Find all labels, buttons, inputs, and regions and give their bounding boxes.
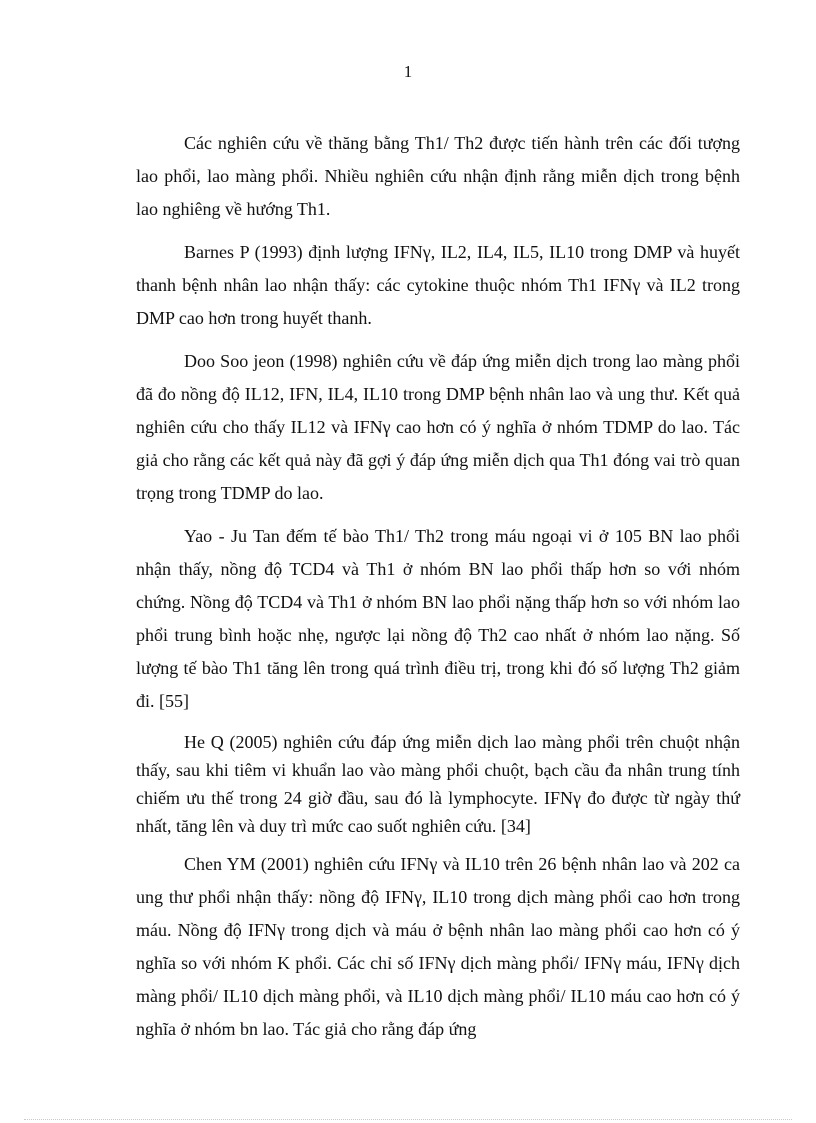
page-bottom-divider — [24, 1119, 792, 1120]
paragraph-th1-th2-balance: Các nghiên cứu về thăng bằng Th1/ Th2 được tiến hành trên các đối tượng lao phổi, lao màng phổi. Nhiều nghiên cứu nhận định rằng miễn dịch trong bệnh lao nghiêng về hướng Th1. — [136, 133, 740, 219]
paragraph-yao-ju-tan: Yao - Ju Tan đếm tế bào Th1/ Th2 trong máu ngoại vi ở 105 BN lao phổi nhận thấy, nồng độ TCD4 và Th1 ở nhóm BN lao phổi thấp hơn so với nhóm chứng. Nồng độ TCD4 và Th1 ở nhóm BN lao phổi nặng thấp hơn so với nhóm lao phổi trung bình hoặc nhẹ, ngược lại nồng độ Th2 cao nhất ở nhóm lao nặng. Số lượng tế bào Th1 tăng lên trong quá trình điều trị, trong khi đó số lượng Th2 giảm đi. [55] — [136, 526, 740, 711]
paragraph-he-q: He Q (2005) nghiên cứu đáp ứng miễn dịch lao màng phổi trên chuột nhận thấy, sau khi tiêm vi khuẩn lao vào màng phổi chuột, bạch cầu đa nhân trung tính chiếm ưu thế trong 24 giờ đầu, sau đó là lymphocyte. IFNγ đo được từ ngày thứ nhất, tăng lên và duy trì mức cao suốt nghiên cứu. [34] — [136, 732, 740, 836]
document-body — [136, 127, 740, 1056]
paragraph-chen-ym: Chen YM (2001) nghiên cứu IFNγ và IL10 trên 26 bệnh nhân lao và 202 ca ung thư phổi nhận thấy: nồng độ IFNγ, IL10 trong dịch màng phổi cao hơn trong máu. Nồng độ IFNγ trong dịch và máu ở bệnh nhân lao màng phổi cao hơn có ý nghĩa so với nhóm K phổi. Các chỉ số IFNγ dịch màng phổi/ IFNγ máu, IFNγ dịch màng phổi/ IL10 dịch màng phổi, và IL10 dịch màng phổi/ IL10 máu cao hơn có ý nghĩa ở nhóm bn lao. Tác giả cho rằng đáp ứng — [136, 854, 740, 1039]
paragraph-barnes: Barnes P (1993) định lượng IFNγ, IL2, IL4, IL5, IL10 trong DMP và huyết thanh bệnh nhân lao nhận thấy: các cytokine thuộc nhóm Th1 IFNγ và IL2 trong DMP cao hơn trong huyết thanh. — [136, 242, 740, 328]
page-number: 1 — [403, 62, 413, 81]
paragraph-doo-soo-jeon: Doo Soo jeon (1998) nghiên cứu về đáp ứng miễn dịch trong lao màng phổi đã đo nồng độ IL12, IFN, IL4, IL10 trong DMP bệnh nhân lao và ung thư. Kết quả nghiên cứu cho thấy IL12 và IFNγ cao hơn có ý nghĩa ở nhóm TDMP do lao. Tác giả cho rằng các kết quả này đã gợi ý đáp ứng miễn dịch qua Th1 đóng vai trò quan trọng trong TDMP do lao. — [136, 351, 740, 503]
